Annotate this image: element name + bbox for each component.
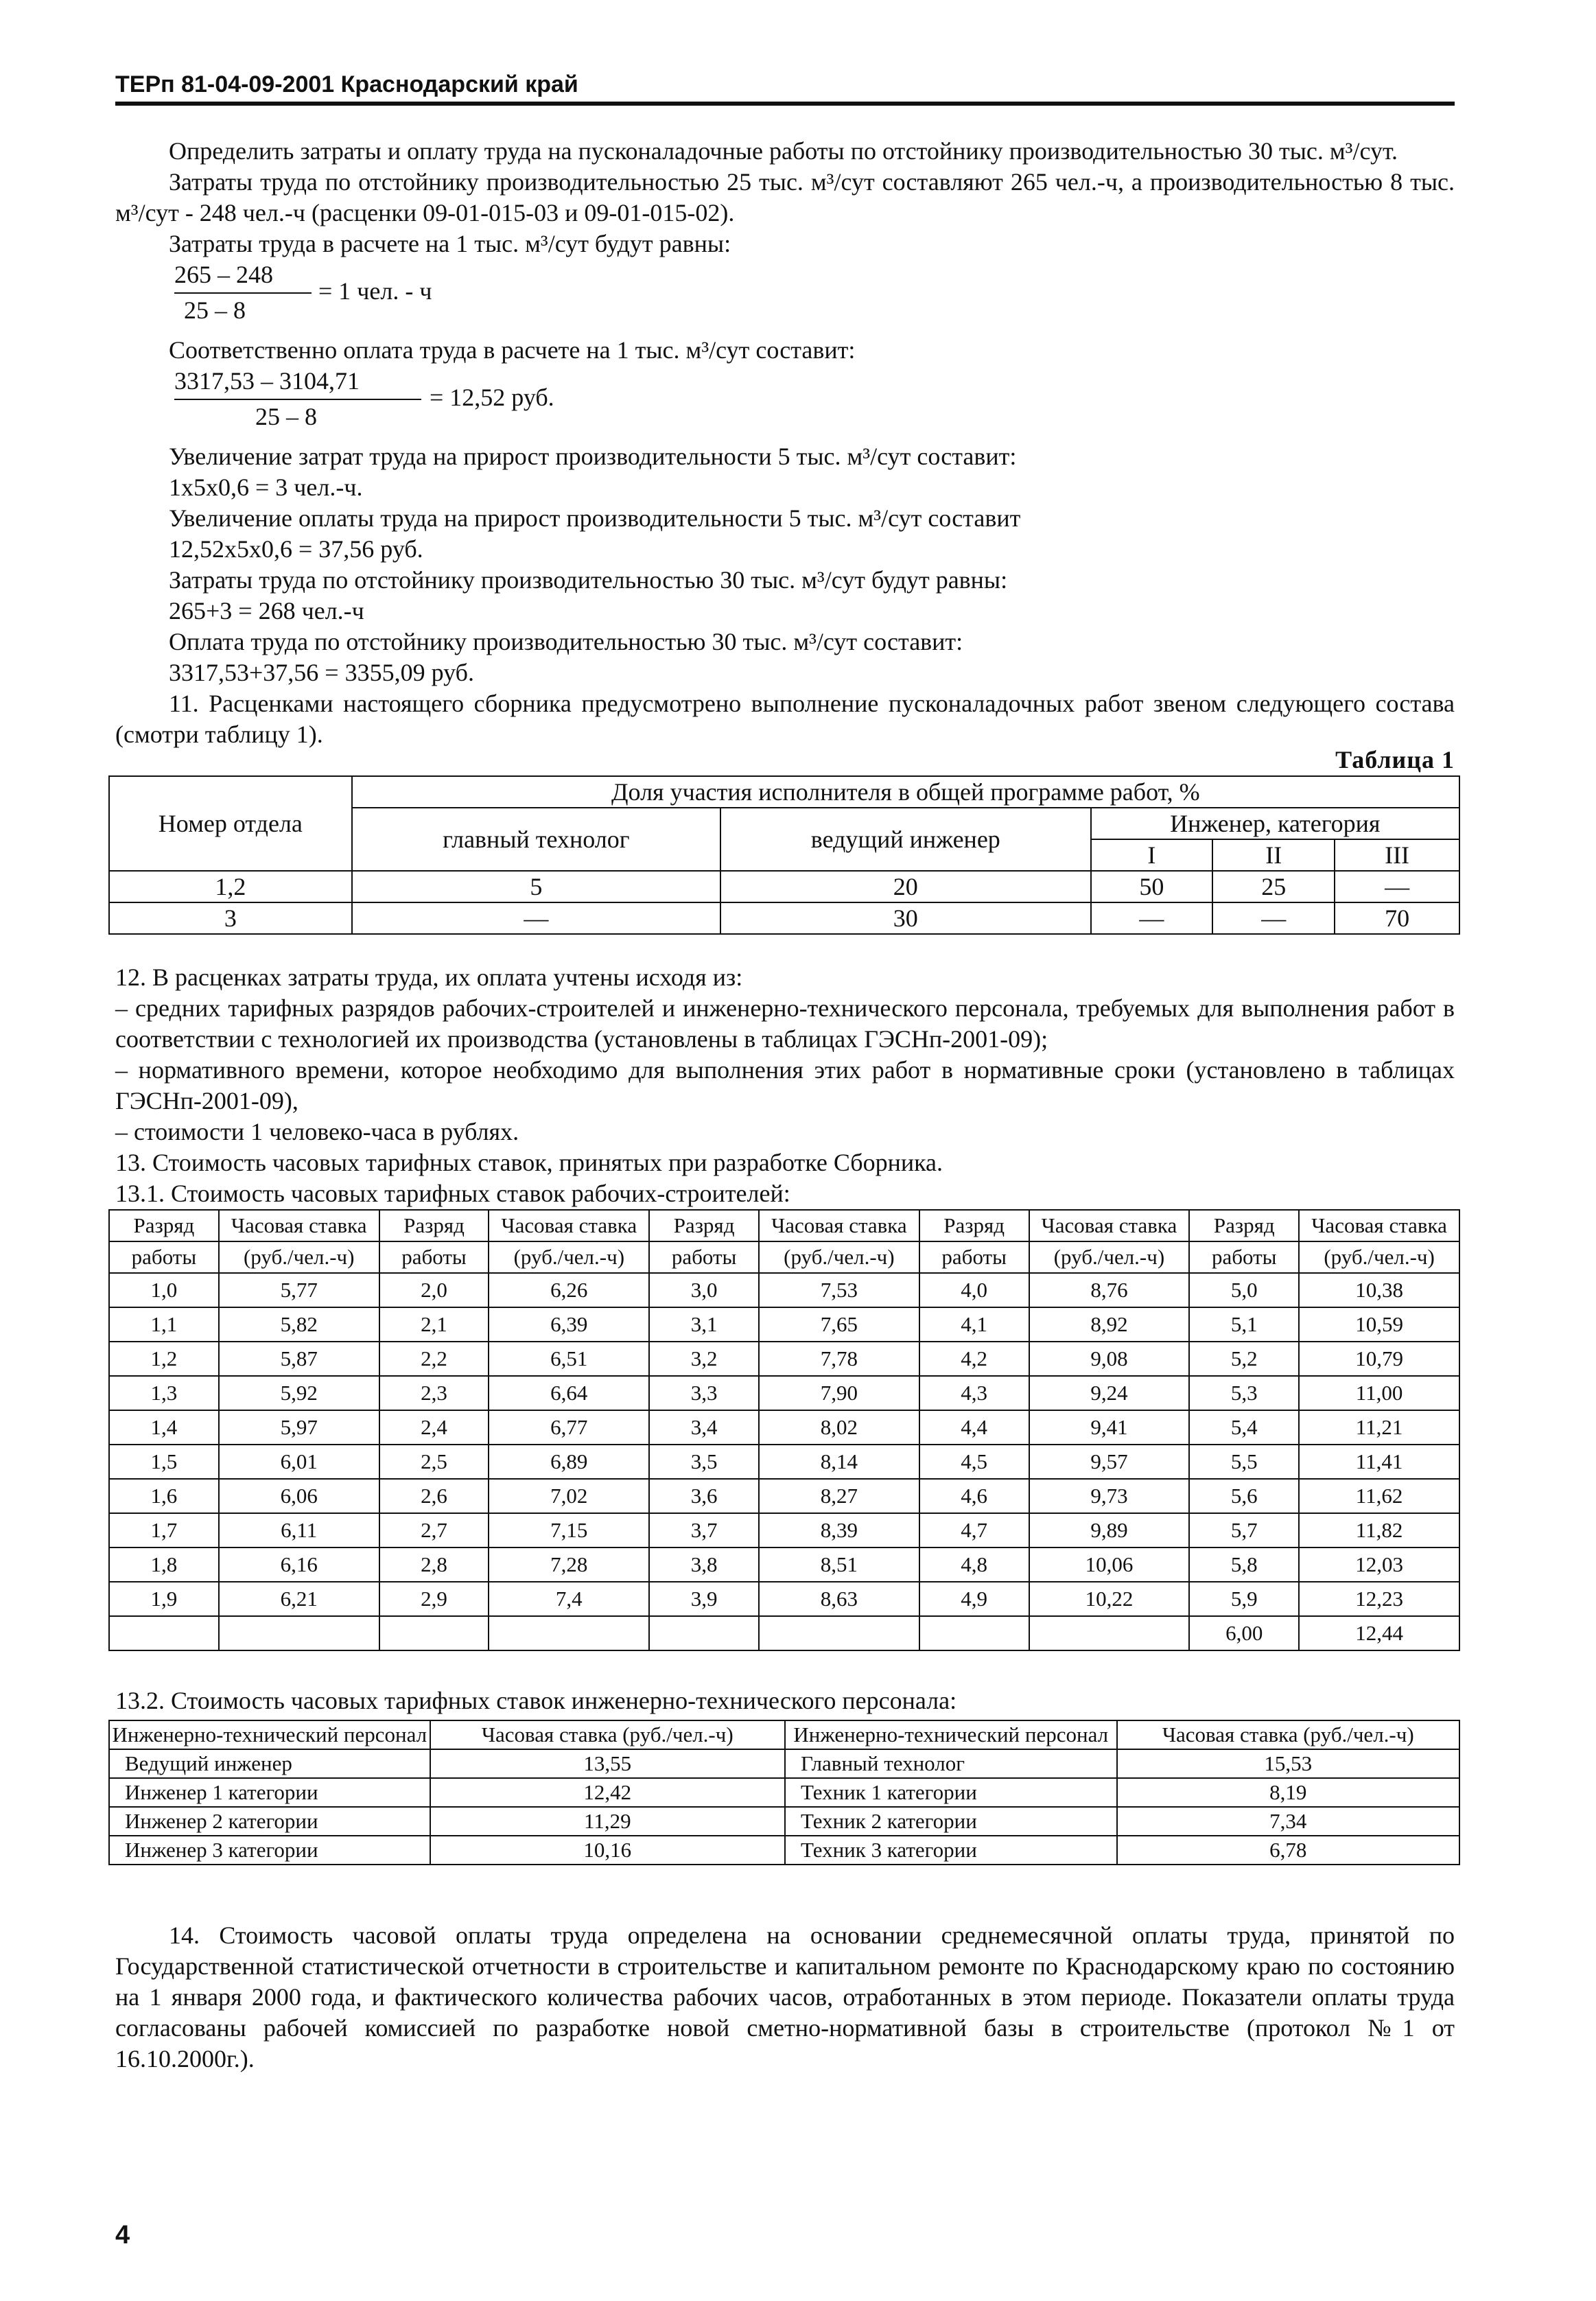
table-cell: 5 bbox=[352, 871, 720, 902]
table-cell: 9,57 bbox=[1029, 1445, 1190, 1479]
table-cell: 2,4 bbox=[379, 1410, 489, 1445]
table-cell bbox=[379, 1616, 489, 1650]
table-cell: 2,7 bbox=[379, 1513, 489, 1547]
table-cell: 1,3 bbox=[109, 1376, 219, 1410]
table-row bbox=[109, 1307, 1459, 1342]
table-cell: 1,6 bbox=[109, 1479, 219, 1513]
pay-fraction-bar bbox=[174, 399, 421, 400]
t2-header-grade: Разряд bbox=[649, 1210, 759, 1241]
table-row bbox=[109, 1807, 1459, 1836]
table-cell: 5,7 bbox=[1189, 1513, 1299, 1547]
item-12-lead: 12. В расценках затраты труда, их оплата учтены исходя из: bbox=[115, 963, 743, 991]
table-cell: 2,0 bbox=[379, 1273, 489, 1307]
item-14-block bbox=[115, 1920, 1455, 2075]
pay-fraction bbox=[174, 366, 1455, 441]
table-cell: 11,82 bbox=[1299, 1513, 1459, 1547]
table-cell: 4,5 bbox=[919, 1445, 1029, 1479]
pay-fraction-denominator: 25 – 8 bbox=[255, 403, 317, 430]
t2-header-rate: Часовая ставка bbox=[219, 1210, 379, 1241]
t1-header-cat-2: II bbox=[1212, 839, 1335, 871]
table-row bbox=[109, 1376, 1459, 1410]
calc-paragraph-6: 1x5x0,6 = 3 чел.-ч. bbox=[169, 474, 363, 501]
table-cell: 20 bbox=[720, 871, 1090, 902]
t2-header-rate-2: (руб./чел.-ч) bbox=[1299, 1241, 1459, 1273]
calc-paragraph-11: Оплата труда по отстойнику производительностью 30 тыс. м³/сут составит: bbox=[169, 628, 963, 655]
table-cell: 5,5 bbox=[1189, 1445, 1299, 1479]
table-cell: Инженер 3 категории bbox=[109, 1836, 430, 1865]
table-cell: 5,87 bbox=[219, 1342, 379, 1376]
table-cell: 10,06 bbox=[1029, 1547, 1190, 1582]
calc-paragraph-5: Увеличение затрат труда на прирост производительности 5 тыс. м³/сут составит: bbox=[169, 443, 1017, 470]
t2-header-grade: Разряд bbox=[1189, 1210, 1299, 1241]
table-cell: 6,39 bbox=[489, 1307, 649, 1342]
table-cell: — bbox=[1212, 902, 1335, 934]
t1-header-engineer: Инженер, категория bbox=[1091, 808, 1459, 839]
table-cell: 6,89 bbox=[489, 1445, 649, 1479]
t2-header-rate: Часовая ставка bbox=[1299, 1210, 1459, 1241]
table-1 bbox=[108, 775, 1460, 935]
item-13-2 bbox=[115, 1685, 1455, 1716]
table-cell: Техник 1 категории bbox=[785, 1778, 1117, 1807]
item-12-bullet-2: – нормативного времени, которое необходимо для выполнения этих работ в нормативные сроки (установлено в таблицах ГЭСНп-2001-09), bbox=[115, 1056, 1455, 1114]
table-cell: 2,9 bbox=[379, 1582, 489, 1616]
table-cell: 12,03 bbox=[1299, 1547, 1459, 1582]
table-1-caption: Таблица 1 bbox=[1335, 746, 1455, 773]
table-row bbox=[109, 871, 1459, 902]
table-cell: 6,11 bbox=[219, 1513, 379, 1547]
table-cell: 7,4 bbox=[489, 1582, 649, 1616]
table-cell: 3,7 bbox=[649, 1513, 759, 1547]
table-cell bbox=[919, 1616, 1029, 1650]
table-row bbox=[109, 1273, 1459, 1307]
table-cell: 6,21 bbox=[219, 1582, 379, 1616]
table-cell: 6,26 bbox=[489, 1273, 649, 1307]
t1-header-chief: главный технолог bbox=[352, 808, 720, 871]
table-cell: 4,2 bbox=[919, 1342, 1029, 1376]
table-cell: 5,92 bbox=[219, 1376, 379, 1410]
table-cell: 10,79 bbox=[1299, 1342, 1459, 1376]
pay-fraction-numerator: 3317,53 – 3104,71 bbox=[174, 367, 360, 395]
table-cell: 6,64 bbox=[489, 1376, 649, 1410]
table-cell: 2,1 bbox=[379, 1307, 489, 1342]
table-cell: 12,44 bbox=[1299, 1616, 1459, 1650]
table-cell: 5,2 bbox=[1189, 1342, 1299, 1376]
t2-header-grade-2: работы bbox=[1189, 1241, 1299, 1273]
t3-header-rate: Часовая ставка (руб./чел.-ч) bbox=[430, 1720, 785, 1749]
page-number: 4 bbox=[115, 2221, 130, 2250]
labor-fraction-result: = 1 чел. - ч bbox=[318, 277, 432, 305]
labor-fraction-denominator: 25 – 8 bbox=[184, 296, 246, 324]
items-12-13 bbox=[115, 962, 1455, 1209]
table-cell: 10,59 bbox=[1299, 1307, 1459, 1342]
table-cell: 11,29 bbox=[430, 1807, 785, 1836]
table-cell: 6,00 bbox=[1189, 1616, 1299, 1650]
table-cell: 5,1 bbox=[1189, 1307, 1299, 1342]
table-cell: 5,97 bbox=[219, 1410, 379, 1445]
item-13-2-caption: 13.2. Стоимость часовых тарифных ставок инженерно-технического персонала: bbox=[115, 1687, 957, 1714]
calc-paragraph-8: 12,52x5x0,6 = 37,56 руб. bbox=[169, 535, 423, 563]
table-cell bbox=[109, 1616, 219, 1650]
header-rule bbox=[115, 102, 1455, 106]
item-12-bullet-1: – средних тарифных разрядов рабочих-строителей и инженерно-технического персонала, требуемых для выполнения работ в соответствии с технологией их производства (установлены в таблицах ГЭСНп-2001-09); bbox=[115, 994, 1455, 1053]
table-cell: 8,51 bbox=[759, 1547, 919, 1582]
table-cell: 4,6 bbox=[919, 1479, 1029, 1513]
table-cell: 11,21 bbox=[1299, 1410, 1459, 1445]
table-cell: 7,90 bbox=[759, 1376, 919, 1410]
item-13-lead: 13. Стоимость часовых тарифных ставок, принятых при разработке Сборника. bbox=[115, 1149, 943, 1176]
labor-fraction-bar bbox=[174, 292, 312, 294]
table-cell: 3,6 bbox=[649, 1479, 759, 1513]
t2-header-rate-2: (руб./чел.-ч) bbox=[489, 1241, 649, 1273]
table-cell: 6,16 bbox=[219, 1547, 379, 1582]
table-cell: 3,4 bbox=[649, 1410, 759, 1445]
table-cell: 1,2 bbox=[109, 871, 352, 902]
table-cell: 3,1 bbox=[649, 1307, 759, 1342]
table-cell: 25 bbox=[1212, 871, 1335, 902]
t3-header-staff: Инженерно-технический персонал bbox=[109, 1720, 430, 1749]
table-cell: 5,82 bbox=[219, 1307, 379, 1342]
table-cell: 11,41 bbox=[1299, 1445, 1459, 1479]
t1-header-dept: Номер отдела bbox=[109, 776, 352, 871]
table-cell: 3,5 bbox=[649, 1445, 759, 1479]
table-cell bbox=[649, 1616, 759, 1650]
table-cell: 4,8 bbox=[919, 1547, 1029, 1582]
table-row bbox=[109, 1479, 1459, 1513]
table-cell: 5,77 bbox=[219, 1273, 379, 1307]
t2-header-rate-2: (руб./чел.-ч) bbox=[1029, 1241, 1190, 1273]
table-cell: 4,7 bbox=[919, 1513, 1029, 1547]
calc-paragraph-10: 265+3 = 268 чел.-ч bbox=[169, 597, 364, 624]
table-cell: 1,9 bbox=[109, 1582, 219, 1616]
table-cell: 1,2 bbox=[109, 1342, 219, 1376]
table-cell: 7,34 bbox=[1117, 1807, 1459, 1836]
table-row bbox=[109, 1410, 1459, 1445]
item-14: 14. Стоимость часовой оплаты труда определена на основании среднемесячной оплаты труда, принятой по Государственной статистической отчетности в строительстве и капитальном ремонте по Краснодарскому краю по состоянию на 1 января 2000 года, и фактического количества рабочих часов, отработанных в этом периоде. Показатели оплаты труда согласованы рабочей комиссией по разработке новой сметно-нормативной базы в строительстве (протокол №1 от 16.10.2000г.). bbox=[115, 1922, 1455, 2072]
table-cell: 10,16 bbox=[430, 1836, 785, 1865]
table-cell: 7,02 bbox=[489, 1479, 649, 1513]
t2-header-rate: Часовая ставка bbox=[489, 1210, 649, 1241]
table-cell: 6,51 bbox=[489, 1342, 649, 1376]
table-cell: 12,42 bbox=[430, 1778, 785, 1807]
table-cell: 5,3 bbox=[1189, 1376, 1299, 1410]
labor-fraction bbox=[174, 259, 1455, 335]
table-cell: 10,38 bbox=[1299, 1273, 1459, 1307]
table-cell: 3 bbox=[109, 902, 352, 934]
table-cell bbox=[219, 1616, 379, 1650]
table-cell bbox=[489, 1616, 649, 1650]
t2-header-row-2 bbox=[109, 1241, 1459, 1273]
t1-header-cat-3: III bbox=[1335, 839, 1459, 871]
table-row bbox=[109, 1513, 1459, 1547]
table-cell: 5,0 bbox=[1189, 1273, 1299, 1307]
item-13-1-caption: 13.1. Стоимость часовых тарифных ставок рабочих-строителей: bbox=[115, 1180, 790, 1207]
table-cell: — bbox=[352, 902, 720, 934]
labor-fraction-numerator: 265 – 248 bbox=[174, 261, 273, 288]
table-cell: 8,02 bbox=[759, 1410, 919, 1445]
t2-header-row-1 bbox=[109, 1210, 1459, 1241]
t3-header-staff: Инженерно-технический персонал bbox=[785, 1720, 1117, 1749]
t2-header-rate-2: (руб./чел.-ч) bbox=[219, 1241, 379, 1273]
table-cell: 8,76 bbox=[1029, 1273, 1190, 1307]
table-row bbox=[109, 902, 1459, 934]
table-cell: 8,27 bbox=[759, 1479, 919, 1513]
table-cell: 10,22 bbox=[1029, 1582, 1190, 1616]
table-cell: 8,14 bbox=[759, 1445, 919, 1479]
table-cell: Ведущий инженер bbox=[109, 1749, 430, 1778]
calc-paragraph-1: Определить затраты и оплату труда на пусконаладочные работы по отстойнику производительностью 30 тыс. м³/сут. bbox=[169, 137, 1398, 165]
table-cell: 7,15 bbox=[489, 1513, 649, 1547]
table-cell: 9,08 bbox=[1029, 1342, 1190, 1376]
table-row bbox=[109, 1342, 1459, 1376]
calc-paragraph-3: Затраты труда в расчете на 1 тыс. м³/сут будут равны: bbox=[169, 230, 731, 257]
table-cell: 2,5 bbox=[379, 1445, 489, 1479]
table-cell: 1,8 bbox=[109, 1547, 219, 1582]
table-cell: 1,0 bbox=[109, 1273, 219, 1307]
t2-header-grade: Разряд bbox=[919, 1210, 1029, 1241]
table-cell: 6,77 bbox=[489, 1410, 649, 1445]
table-cell: 2,3 bbox=[379, 1376, 489, 1410]
t2-header-grade-2: работы bbox=[379, 1241, 489, 1273]
table-cell: 7,53 bbox=[759, 1273, 919, 1307]
table-row bbox=[109, 1836, 1459, 1865]
t2-header-rate: Часовая ставка bbox=[759, 1210, 919, 1241]
calc-paragraph-4: Соответственно оплата труда в расчете на 1 тыс. м³/сут составит: bbox=[169, 336, 856, 364]
item-11: 11. Расценками настоящего сборника предусмотрено выполнение пусконаладочных работ звеном следующего состава (смотри таблицу 1). bbox=[115, 690, 1455, 748]
table-cell bbox=[1029, 1616, 1190, 1650]
table-cell: 2,8 bbox=[379, 1547, 489, 1582]
table-cell: 7,78 bbox=[759, 1342, 919, 1376]
table-cell: 1,7 bbox=[109, 1513, 219, 1547]
table-cell: 70 bbox=[1335, 902, 1459, 934]
table-cell: Главный технолог bbox=[785, 1749, 1117, 1778]
table-cell: 2,2 bbox=[379, 1342, 489, 1376]
table-cell: — bbox=[1091, 902, 1213, 934]
running-header: ТЕРп 81-04-09-2001 Краснодарский край bbox=[115, 71, 578, 97]
table-cell: 5,4 bbox=[1189, 1410, 1299, 1445]
table-cell: 5,6 bbox=[1189, 1479, 1299, 1513]
table-row bbox=[109, 1582, 1459, 1616]
table-cell: 7,28 bbox=[489, 1547, 649, 1582]
table-staff-rates bbox=[108, 1720, 1460, 1865]
table-row bbox=[109, 1445, 1459, 1479]
table-cell: 11,62 bbox=[1299, 1479, 1459, 1513]
calculation-example bbox=[115, 136, 1455, 750]
table-cell: 4,9 bbox=[919, 1582, 1029, 1616]
pay-fraction-result: = 12,52 руб. bbox=[430, 384, 554, 411]
table-cell: 3,2 bbox=[649, 1342, 759, 1376]
table-cell: 4,3 bbox=[919, 1376, 1029, 1410]
table-cell: Техник 3 категории bbox=[785, 1836, 1117, 1865]
table-cell: Инженер 1 категории bbox=[109, 1778, 430, 1807]
table-cell: 12,23 bbox=[1299, 1582, 1459, 1616]
table-cell: 4,1 bbox=[919, 1307, 1029, 1342]
table-worker-rates bbox=[108, 1209, 1460, 1651]
table-row bbox=[109, 1778, 1459, 1807]
table-row bbox=[109, 1547, 1459, 1582]
t2-header-rate-2: (руб./чел.-ч) bbox=[759, 1241, 919, 1273]
table-cell: 3,9 bbox=[649, 1582, 759, 1616]
table-cell: 1,1 bbox=[109, 1307, 219, 1342]
table-cell: 50 bbox=[1091, 871, 1213, 902]
table-cell: 3,8 bbox=[649, 1547, 759, 1582]
table-cell: 9,89 bbox=[1029, 1513, 1190, 1547]
table-cell: 11,00 bbox=[1299, 1376, 1459, 1410]
table-cell bbox=[759, 1616, 919, 1650]
t3-header-rate: Часовая ставка (руб./чел.-ч) bbox=[1117, 1720, 1459, 1749]
table-cell: 6,78 bbox=[1117, 1836, 1459, 1865]
table-cell: 8,19 bbox=[1117, 1778, 1459, 1807]
calc-paragraph-12: 3317,53+37,56 = 3355,09 руб. bbox=[169, 659, 474, 686]
t1-header-share: Доля участия исполнителя в общей программе работ, % bbox=[352, 776, 1459, 808]
t2-header-grade: Разряд bbox=[379, 1210, 489, 1241]
table-cell: 3,3 bbox=[649, 1376, 759, 1410]
calc-paragraph-9: Затраты труда по отстойнику производительностью 30 тыс. м³/сут будут равны: bbox=[169, 566, 1008, 594]
t2-header-rate: Часовая ставка bbox=[1029, 1210, 1190, 1241]
table-row bbox=[109, 1616, 1459, 1650]
table-row bbox=[109, 1749, 1459, 1778]
table-cell: 30 bbox=[720, 902, 1090, 934]
table-cell: 8,39 bbox=[759, 1513, 919, 1547]
table-cell: 6,06 bbox=[219, 1479, 379, 1513]
table-cell: 4,0 bbox=[919, 1273, 1029, 1307]
t2-body bbox=[109, 1273, 1459, 1650]
table-cell: 8,92 bbox=[1029, 1307, 1190, 1342]
calc-paragraph-2: Затраты труда по отстойнику производительностью 25 тыс. м³/сут составляют 265 чел.-ч, а производительностью 8 тыс. м³/сут - 248 чел.-ч (расценки 09-01-015-03 и 09-01-015-02). bbox=[115, 168, 1455, 226]
table-cell: 1,5 bbox=[109, 1445, 219, 1479]
table-cell: 5,9 bbox=[1189, 1582, 1299, 1616]
table-cell: 9,24 bbox=[1029, 1376, 1190, 1410]
calc-paragraph-7: Увеличение оплаты труда на прирост производительности 5 тыс. м³/сут составит bbox=[169, 504, 1021, 532]
t1-header-lead: ведущий инженер bbox=[720, 808, 1090, 871]
table-cell: 6,01 bbox=[219, 1445, 379, 1479]
t1-header-cat-1: I bbox=[1091, 839, 1213, 871]
table-cell: 4,4 bbox=[919, 1410, 1029, 1445]
table-cell: 3,0 bbox=[649, 1273, 759, 1307]
t2-header-grade-2: работы bbox=[649, 1241, 759, 1273]
table-cell: 8,63 bbox=[759, 1582, 919, 1616]
t2-header-grade: Разряд bbox=[109, 1210, 219, 1241]
table-cell: 2,6 bbox=[379, 1479, 489, 1513]
t2-header-grade-2: работы bbox=[919, 1241, 1029, 1273]
table-cell: 5,8 bbox=[1189, 1547, 1299, 1582]
table-cell: 1,4 bbox=[109, 1410, 219, 1445]
table-cell: 13,55 bbox=[430, 1749, 785, 1778]
table-cell: 9,41 bbox=[1029, 1410, 1190, 1445]
item-12-bullet-3: – стоимости 1 человеко-часа в рублях. bbox=[115, 1118, 519, 1145]
table-cell: 7,65 bbox=[759, 1307, 919, 1342]
table-cell: Инженер 2 категории bbox=[109, 1807, 430, 1836]
table-cell: — bbox=[1335, 871, 1459, 902]
table-cell: 15,53 bbox=[1117, 1749, 1459, 1778]
t2-header-grade-2: работы bbox=[109, 1241, 219, 1273]
table-cell: Техник 2 категории bbox=[785, 1807, 1117, 1836]
table-cell: 9,73 bbox=[1029, 1479, 1190, 1513]
